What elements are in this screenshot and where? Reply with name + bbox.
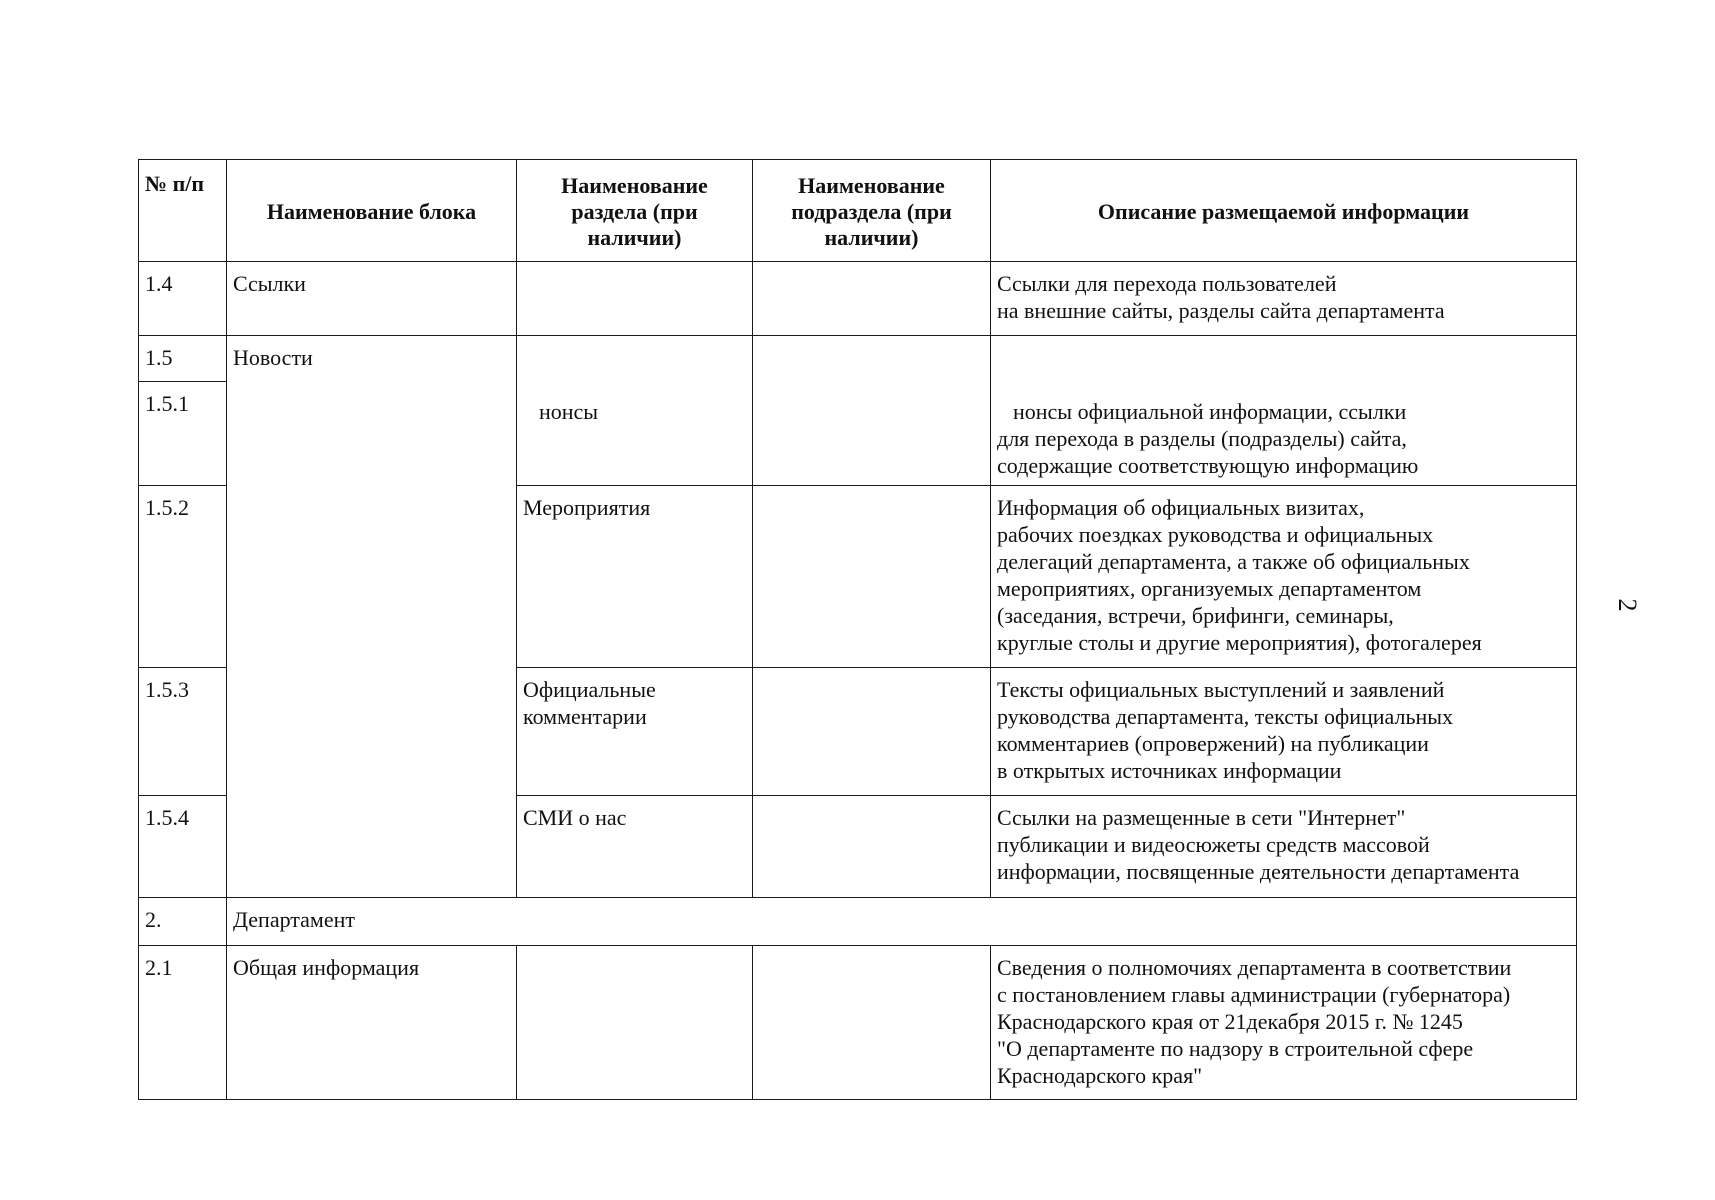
row-subsection: [753, 796, 991, 898]
row-section: нонсы: [517, 336, 753, 486]
row-num: 1.5: [139, 336, 227, 382]
row-description: Ссылки для перехода пользователей на внешние сайты, разделы сайта департамента: [991, 262, 1577, 336]
row-num: 1.4: [139, 262, 227, 336]
row-num: 2.1: [139, 946, 227, 1100]
row-subsection: [753, 668, 991, 796]
row-description: Тексты официальных выступлений и заявлений руководства департамента, тексты официальных комментариев (опровержений) на публикации в открытых источниках информации: [991, 668, 1577, 796]
table-row: [139, 898, 1577, 946]
row-block: Новости: [227, 336, 517, 898]
row-num: 1.5.2: [139, 486, 227, 668]
row-section: Официальные комментарии: [517, 668, 753, 796]
row-subsection: [753, 486, 991, 668]
row-description: Информация об официальных визитах, рабочих поездках руководства и официальных делегаций департамента, а также об официальных мероприятиях, организуемых департаментом (заседания, встречи, брифинги, семинары, круглые столы и другие мероприятия), фотогалерея: [991, 486, 1577, 668]
header-num: № п/п: [139, 160, 227, 262]
header-description: Описание размещаемой информации: [991, 160, 1577, 262]
row-block: Общая информация: [227, 946, 517, 1100]
registry-table: [138, 159, 1577, 1100]
row-num: 1.5.4: [139, 796, 227, 898]
header-block: Наименование блока: [227, 160, 517, 262]
row-subsection: [753, 946, 991, 1100]
row-num: 2.: [139, 898, 227, 946]
table-header-row: [139, 160, 1577, 262]
header-section: Наименование раздела (при наличии): [517, 160, 753, 262]
row-section: СМИ о нас: [517, 796, 753, 898]
row-subsection: [753, 336, 991, 486]
header-subsection: Наименование подраздела (при наличии): [753, 160, 991, 262]
row-description: Сведения о полномочиях департамента в соответствии с постановлением главы администрации (губернатора) Краснодарского края от 21декабря 2015 г. № 1245 "О департаменте по надзору в строительной сфере Краснодарского края": [991, 946, 1577, 1100]
row-section: [517, 262, 753, 336]
row-block: Департамент: [227, 898, 1577, 946]
row-description: Ссылки на размещенные в сети "Интернет" публикации и видеосюжеты средств массовой информации, посвященные деятельности департамента: [991, 796, 1577, 898]
row-num: 1.5.1: [139, 382, 227, 486]
page-number: 2: [1613, 598, 1642, 612]
row-subsection: [753, 262, 991, 336]
row-num: 1.5.3: [139, 668, 227, 796]
table-row: [139, 262, 1577, 336]
row-block: Ссылки: [227, 262, 517, 336]
row-section: Мероприятия: [517, 486, 753, 668]
table-row: [139, 946, 1577, 1100]
table-row: [139, 336, 1577, 382]
row-section: [517, 946, 753, 1100]
row-description: нонсы официальной информации, ссылки для перехода в разделы (подразделы) сайта, содержащие соответствующую информацию: [991, 336, 1577, 486]
